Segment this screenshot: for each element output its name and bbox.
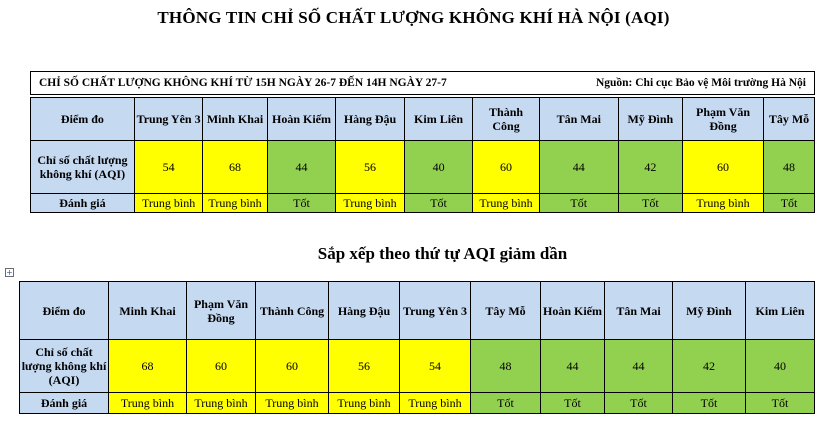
station-row-label: Điểm đo	[20, 282, 109, 340]
aqi-value-cell: 42	[673, 340, 746, 393]
rating-cell: Tốt	[673, 393, 746, 414]
rating-cell: Tốt	[541, 393, 605, 414]
station-name-cell: Thành Công	[473, 98, 539, 141]
rating-cell: Tốt	[404, 194, 473, 213]
aqi-row	[20, 340, 815, 393]
aqi-value-cell: 40	[746, 340, 815, 393]
rating-cell: Tốt	[764, 194, 815, 213]
station-name-cell: Hàng Đậu	[336, 98, 405, 141]
table-move-handle-icon[interactable]: +	[6, 268, 13, 277]
rating-cell: Trung bình	[187, 393, 256, 414]
rating-cell: Tốt	[471, 393, 541, 414]
station-name-cell: Kim Liên	[746, 282, 815, 340]
station-name-cell: Minh Khai	[203, 98, 267, 141]
aqi-value-cell: 60	[683, 141, 764, 194]
station-row-label: Điểm đo	[31, 98, 135, 141]
aqi-value-cell: 44	[605, 340, 673, 393]
rating-row-label: Đánh giá	[31, 194, 135, 213]
aqi-value-cell: 68	[203, 141, 267, 194]
aqi-value-cell: 44	[267, 141, 336, 194]
station-name-cell: Tây Mỗ	[471, 282, 541, 340]
rating-cell: Trung bình	[109, 393, 187, 414]
aqi-value-cell: 60	[473, 141, 539, 194]
page-title: THÔNG TIN CHỈ SỐ CHẤT LƯỢNG KHÔNG KHÍ HÀ NỘI (AQI)	[157, 8, 670, 27]
rating-cell: Tốt	[267, 194, 336, 213]
rating-cell: Trung bình	[473, 194, 539, 213]
rating-row-label: Đánh giá	[20, 393, 109, 414]
station-name-cell: Minh Khai	[109, 282, 187, 340]
info-bar	[30, 71, 815, 95]
rating-cell: Trung bình	[400, 393, 471, 414]
rating-cell: Trung bình	[683, 194, 764, 213]
station-name-cell: Mỹ Đình	[673, 282, 746, 340]
station-name-cell: Hàng Đậu	[329, 282, 400, 340]
aqi-value-cell: 54	[400, 340, 471, 393]
station-name-cell: Tây Mỗ	[764, 98, 815, 141]
rating-cell: Trung bình	[336, 194, 405, 213]
station-name-cell: Kim Liên	[404, 98, 473, 141]
rating-row	[31, 194, 815, 213]
aqi-value-cell: 68	[109, 340, 187, 393]
period-text: CHỈ SỐ CHẤT LƯỢNG KHÔNG KHÍ TỪ 15H NGÀY 26-7 ĐẾN 14H NGÀY 27-7	[39, 77, 447, 89]
station-name-cell: Trung Yên 3	[134, 98, 203, 141]
station-row	[31, 98, 815, 141]
sorted-section-title: Sắp xếp theo thứ tự AQI giảm dần	[317, 244, 568, 263]
aqi-row-label: Chỉ số chất lượng không khí (AQI)	[20, 340, 109, 393]
rating-cell: Trung bình	[203, 194, 267, 213]
aqi-value-cell: 60	[187, 340, 256, 393]
aqi-value-cell: 56	[329, 340, 400, 393]
aqi-value-cell: 60	[256, 340, 329, 393]
rating-cell: Tốt	[746, 393, 815, 414]
station-name-cell: Phạm Văn Đồng	[187, 282, 256, 340]
station-name-cell: Phạm Văn Đồng	[683, 98, 764, 141]
aqi-value-cell: 42	[618, 141, 682, 194]
rating-row	[20, 393, 815, 414]
station-row	[20, 282, 815, 340]
rating-cell: Trung bình	[256, 393, 329, 414]
station-name-cell: Tân Mai	[605, 282, 673, 340]
aqi-value-cell: 54	[134, 141, 203, 194]
station-name-cell: Mỹ Đình	[618, 98, 682, 141]
aqi-value-cell: 44	[541, 340, 605, 393]
rating-cell: Tốt	[605, 393, 673, 414]
station-name-cell: Trung Yên 3	[400, 282, 471, 340]
station-name-cell: Tân Mai	[539, 98, 618, 141]
station-name-cell: Thành Công	[256, 282, 329, 340]
station-name-cell: Hoàn Kiếm	[267, 98, 336, 141]
rating-cell: Trung bình	[134, 194, 203, 213]
aqi-row	[31, 141, 815, 194]
aqi-table-sorted	[19, 281, 815, 414]
aqi-value-cell: 48	[471, 340, 541, 393]
aqi-value-cell: 56	[336, 141, 405, 194]
rating-cell: Tốt	[618, 194, 682, 213]
aqi-row-label: Chỉ số chất lượng không khí (AQI)	[31, 141, 135, 194]
aqi-value-cell: 40	[404, 141, 473, 194]
aqi-value-cell: 48	[764, 141, 815, 194]
source-text: Nguồn: Chi cục Bảo vệ Môi trường Hà Nội	[595, 77, 806, 89]
aqi-table-by-station	[30, 97, 815, 213]
rating-cell: Tốt	[539, 194, 618, 213]
rating-cell: Trung bình	[329, 393, 400, 414]
station-name-cell: Hoàn Kiếm	[541, 282, 605, 340]
aqi-value-cell: 44	[539, 141, 618, 194]
